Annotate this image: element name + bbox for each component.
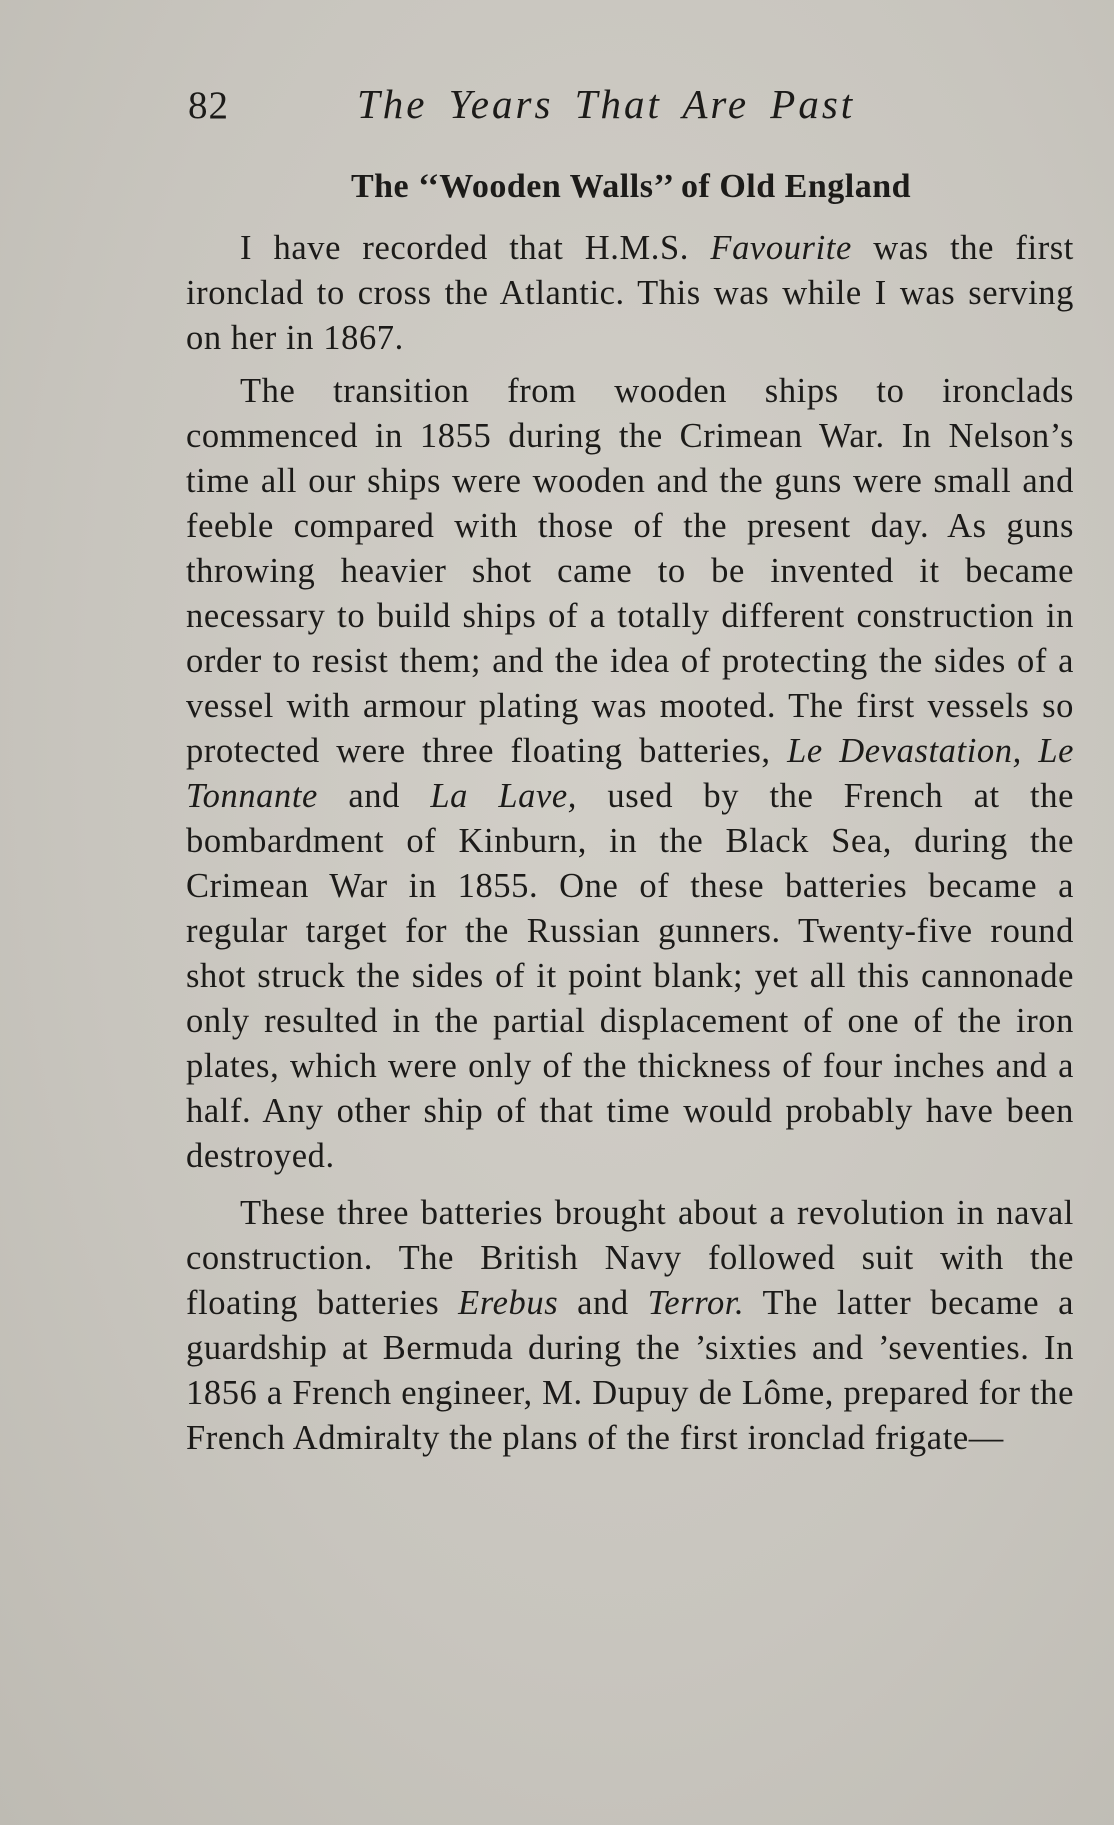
text-run: used by the French at the bombardment of Kinburn, in the Black Sea, during the Crimean War in 1855. One of these batteries became a regular target for the Russian gunners. Twenty-five round shot struck the sides of it point blank; yet all this cannonade only resulted in the partial displacement of one of the iron plates, which were only of the thickness of four inches and a half. Any other ship of that time would probably have been destroyed.: [186, 777, 1074, 1175]
ship-name-italic: La Lave,: [430, 777, 578, 815]
ship-name-italic: Le Devastation,: [787, 732, 1022, 770]
text-run: The latter became a guardship at Bermuda during the ’sixties and ’seventies. In 1856 a French engineer, M. Dupuy de Lôme, prepared for the French Admiralty the plans of the first ironclad frigate—: [186, 1284, 1074, 1457]
text-run: and: [558, 1284, 648, 1322]
section-heading: The ‘‘Wooden Walls’’ of Old England: [350, 168, 912, 205]
text-run: and: [317, 777, 431, 815]
page-number: 82: [188, 84, 229, 127]
text-run: These three batteries brought about a revolution in naval construction. The British Navy followed suit with the floating batteries: [186, 1194, 1074, 1322]
running-head: [188, 80, 900, 130]
text-run: The transition from wooden ships to ironclads commenced in 1855 during the Crimean War. In Nelson’s time all our ships were wooden and the guns were small and feeble compared with those of the present day. As guns throwing heavier shot came to be invented it became necessary to build ships of a totally different construction in order to resist them; and the idea of protecting the sides of a vessel with armour plating was mooted. The first vessels so protected were three floating batteries,: [186, 372, 1074, 770]
ship-name-italic: Erebus: [458, 1284, 559, 1322]
ship-name-italic: Terror.: [647, 1284, 745, 1322]
ship-name-italic: Le Tonnante: [186, 732, 1075, 815]
text-run: [1022, 732, 1038, 770]
ship-name-italic: Favourite: [710, 229, 852, 267]
text-run: was the first ironclad to cross the Atlantic. This was while I was serving on her in 1867.: [186, 229, 1074, 357]
text-run: I have recorded that H.M.S.: [240, 229, 711, 267]
paragraph-1: [186, 226, 1074, 361]
paragraph-3: [186, 1191, 1074, 1461]
running-title: The Years That Are Past: [357, 81, 856, 127]
paragraph-2: [186, 369, 1074, 1179]
body-text: [186, 226, 1074, 1461]
